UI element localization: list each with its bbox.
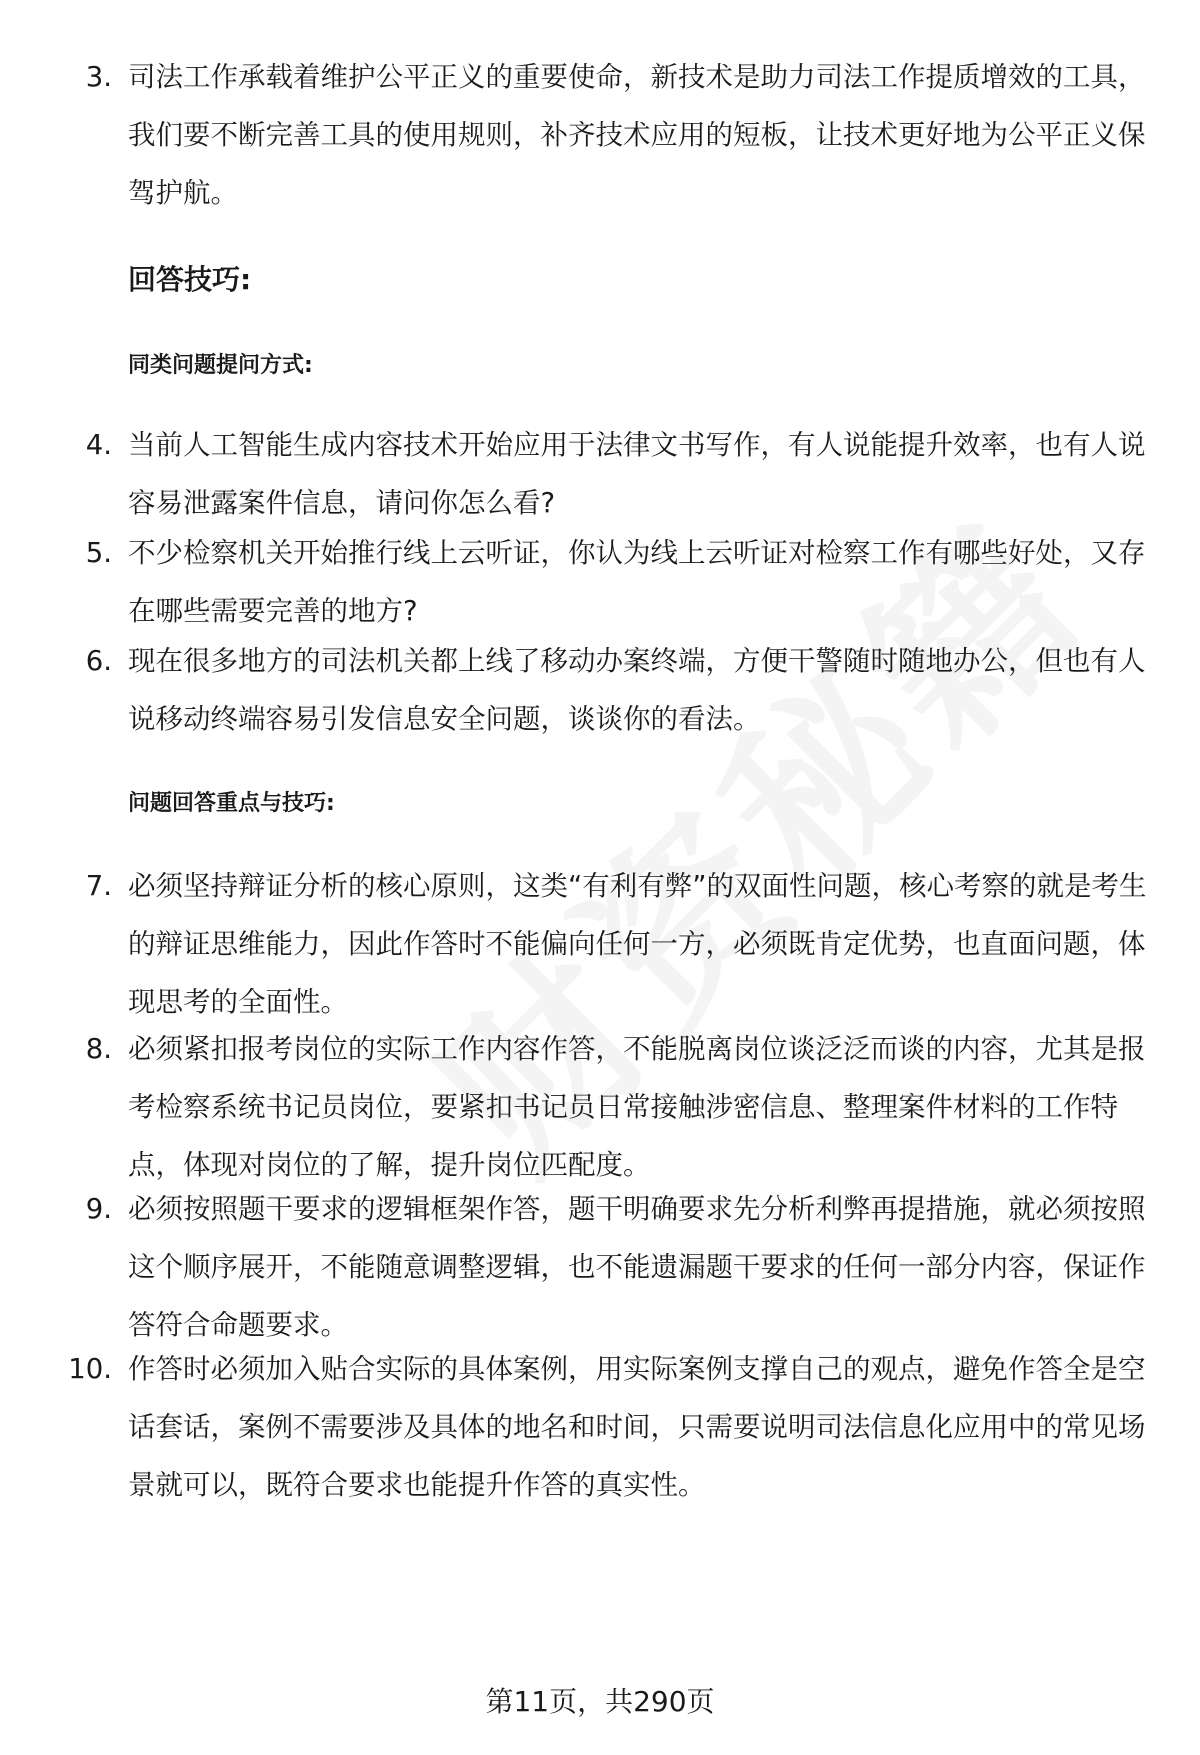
item-text: 不少检察机关开始推行线上云听证，你认为线上云听证对检察工作有哪些好处，又存在哪些需要完善的地方?	[128, 537, 1146, 627]
similar-questions-heading: 同类问题提问方式:	[128, 353, 313, 378]
item-number: 8.	[85, 1033, 112, 1065]
item-number: 7.	[85, 870, 112, 902]
item-number: 10.	[68, 1353, 112, 1385]
item-text: 现在很多地方的司法机关都上线了移动办案终端，方便干警随时随地办公，但也有人说移动终端容易引发信息安全问题，谈谈你的看法。	[128, 645, 1146, 735]
item-text: 必须坚持辩证分析的核心原则，这类“有利有弊”的双面性问题，核心考察的就是考生的辩证思维能力，因此作答时不能偏向任何一方，必须既肯定优势，也直面问题，体现思考的全面性。	[128, 870, 1147, 1018]
item-text: 作答时必须加入贴合实际的具体案例，用实际案例支撑自己的观点，避免作答全是空话套话，案例不需要涉及具体的地名和时间，只需要说明司法信息化应用中的常见场景就可以，既符合要求也能提升作答的真实性。	[128, 1353, 1146, 1501]
item-text: 必须按照题干要求的逻辑框架作答，题干明确要求先分析利弊再提措施，就必须按照这个顺序展开，不能随意调整逻辑，也不能遗漏题干要求的任何一部分内容，保证作答符合命题要求。	[128, 1193, 1146, 1341]
item-text: 司法工作承载着维护公平正义的重要使命，新技术是助力司法工作提质增效的工具，我们要不断完善工具的使用规则，补齐技术应用的短板，让技术更好地为公平正义保驾护航。	[128, 61, 1146, 209]
key-points-heading: 问题回答重点与技巧:	[128, 791, 335, 816]
item-number: 5.	[85, 537, 112, 569]
item-number: 3.	[85, 61, 112, 93]
item-number: 4.	[85, 429, 112, 461]
answer-tips-heading: 回答技巧:	[128, 263, 252, 296]
item-number: 9.	[85, 1193, 112, 1225]
item-text: 必须紧扣报考岗位的实际工作内容作答，不能脱离岗位谈泛泛而谈的内容，尤其是报考检察系统书记员岗位，要紧扣书记员日常接触涉密信息、整理案件材料的工作特点，体现对岗位的了解，提升岗位匹配度。	[128, 1033, 1146, 1181]
item-number: 6.	[85, 645, 112, 677]
item-text: 当前人工智能生成内容技术开始应用于法律文书写作，有人说能提升效率，也有人说容易泄露案件信息，请问你怎么看?	[128, 429, 1146, 519]
page-number-footer: 第11页，共290页	[485, 1685, 715, 1718]
